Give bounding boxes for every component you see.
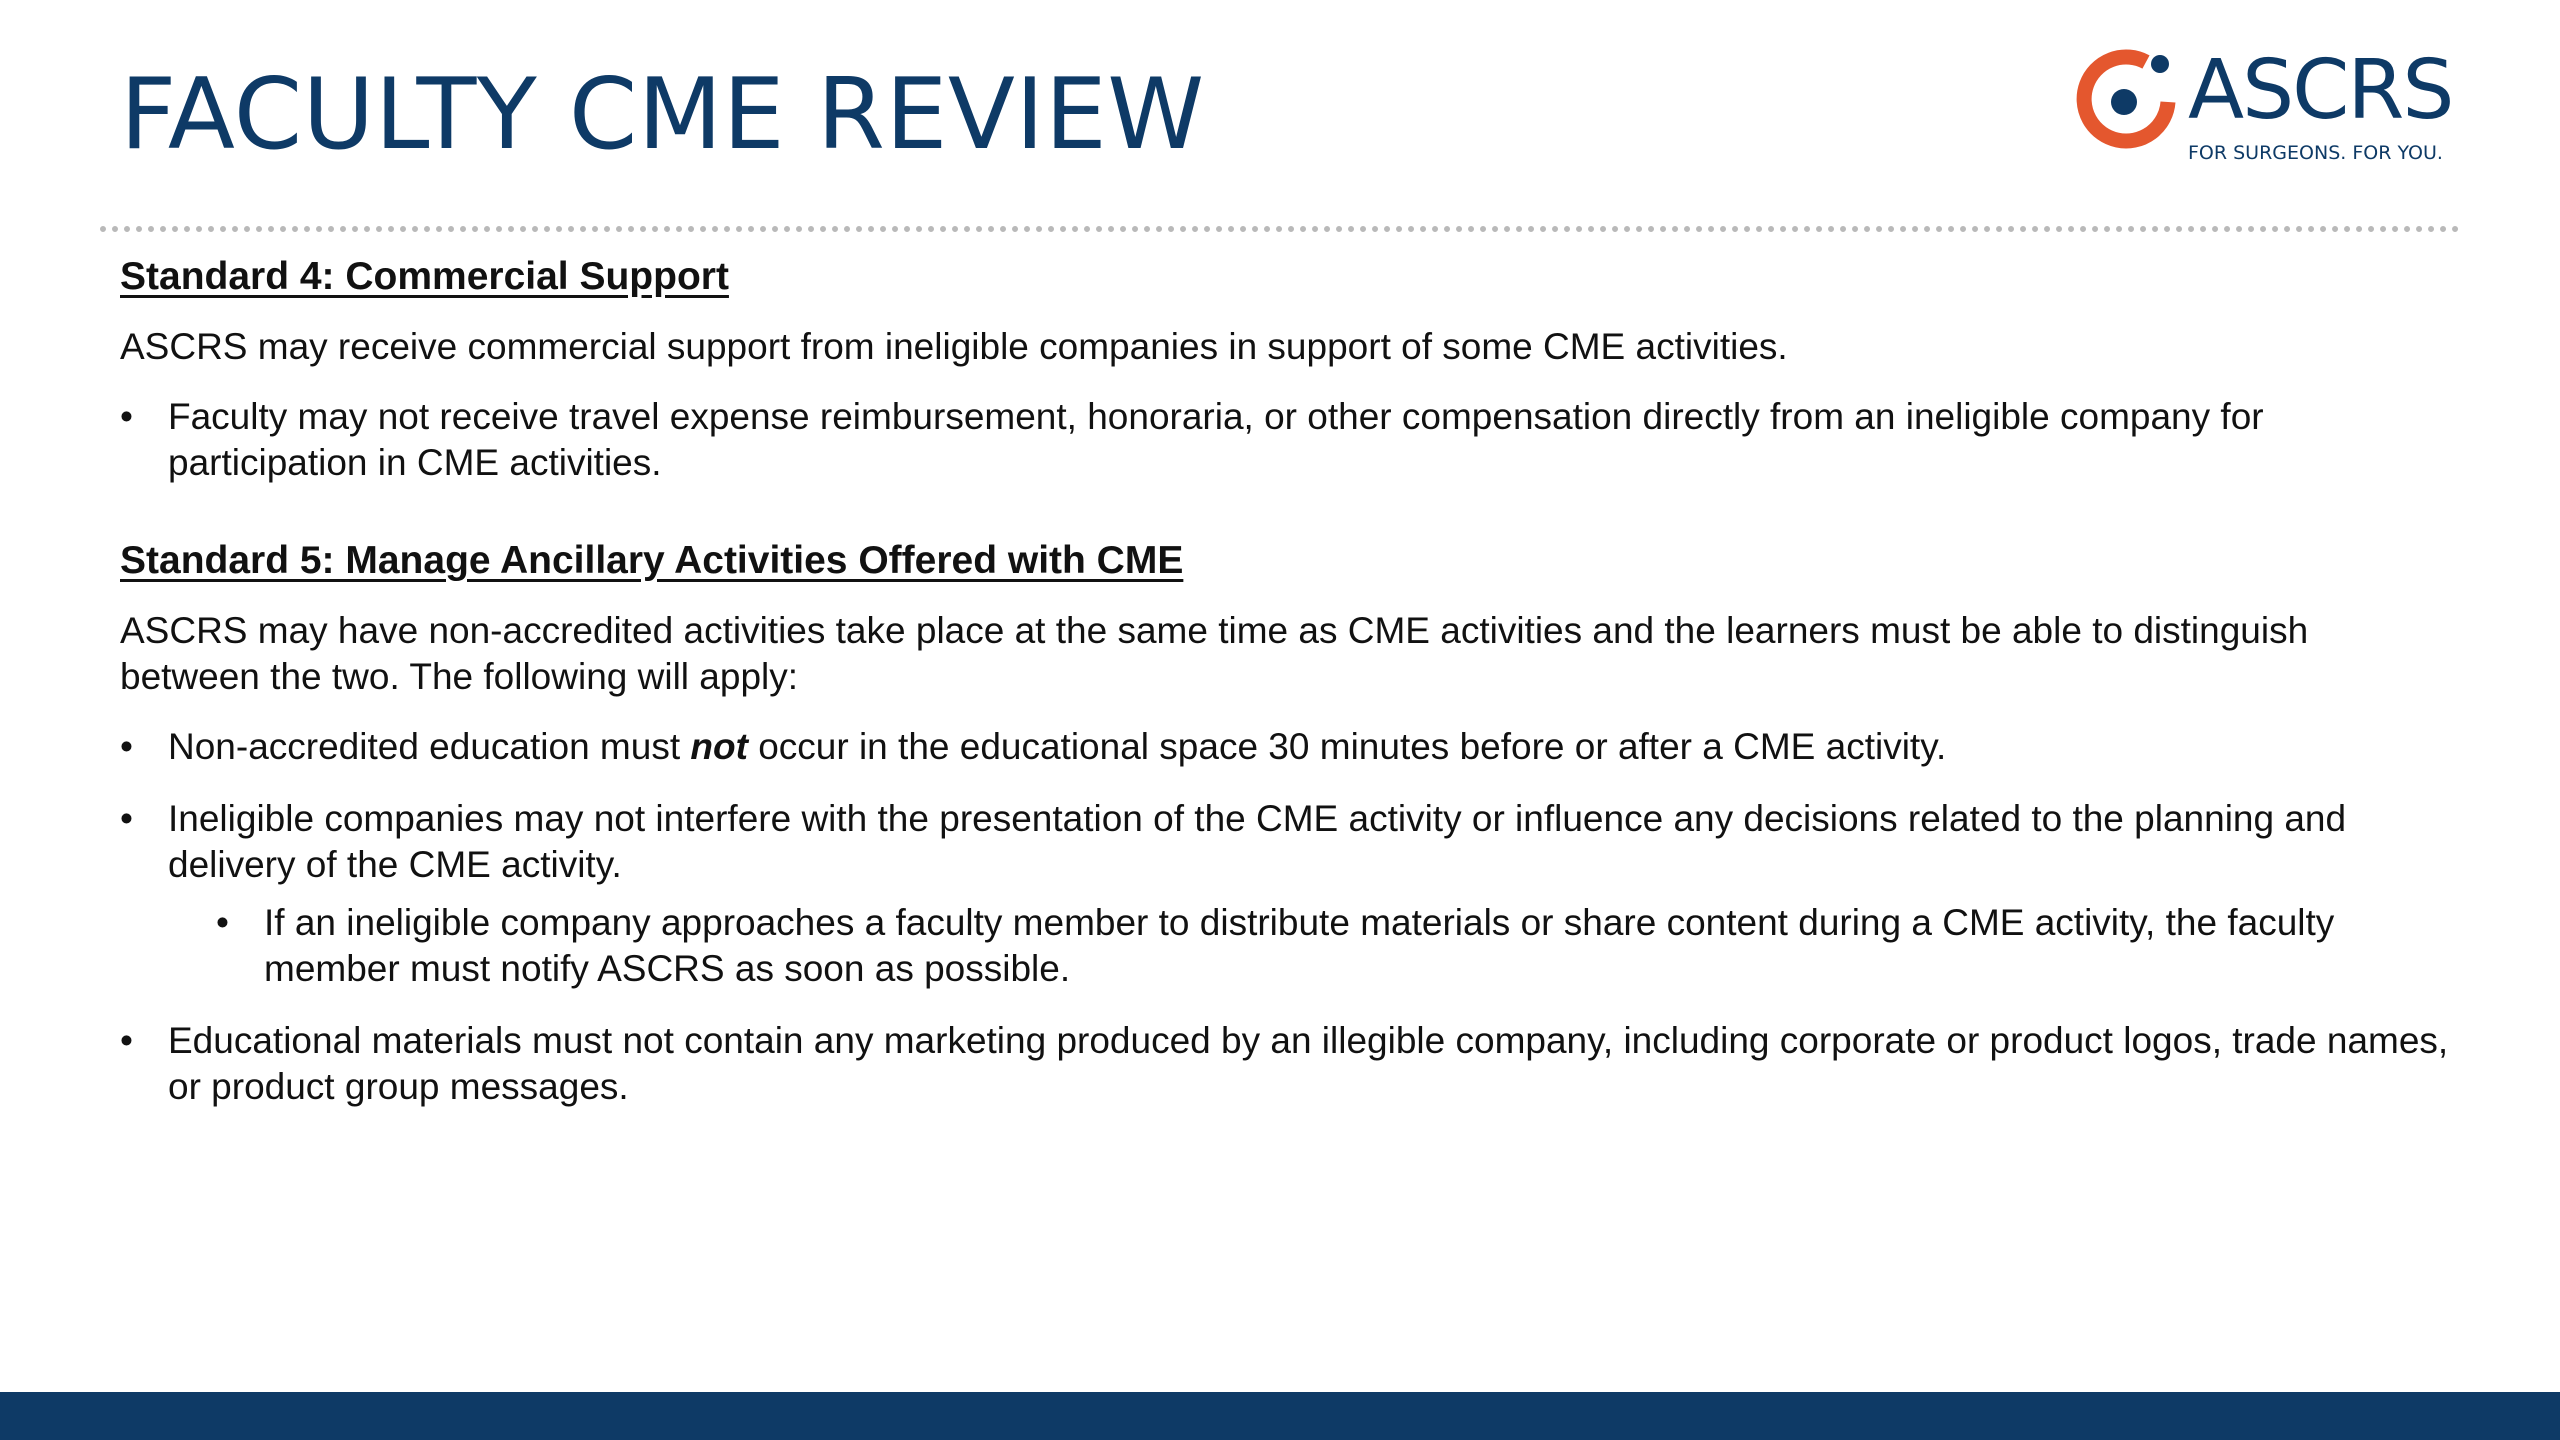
section-5-heading: Standard 5: Manage Ancillary Activities Offered with CME: [120, 539, 1184, 582]
list-item: [120, 796, 2450, 992]
logo-tagline: FOR SURGEONS. FOR YOU.: [2188, 142, 2443, 164]
dotted-divider: [100, 226, 2460, 232]
footer-bar: [0, 1392, 2560, 1440]
list-item: [120, 724, 2450, 770]
ascrs-logo-mark-icon: [2076, 46, 2180, 150]
slide-content: [120, 254, 2450, 1136]
bullet-text-after: occur in the educational space 30 minutes before or after a CME activity.: [747, 726, 1947, 767]
page-title: FACULTY CME REVIEW: [120, 58, 1205, 172]
list-item: • Educational materials must not contain any marketing produced by an illegible company, including corporate or product logos, trade names, or product group messages.: [120, 1018, 2450, 1110]
sub-bullets: [168, 900, 2450, 992]
section-5-intro: ASCRS may have non-accredited activities take place at the same time as CME activities and the learners must be able to distinguish between the two. The following will apply:: [120, 610, 2309, 697]
sub-list-item: • If an ineligible company approaches a faculty member to distribute materials or share content during a CME activity, the faculty member must notify ASCRS as soon as possible.: [216, 900, 2450, 992]
list-item: • Faculty may not receive travel expense reimbursement, honoraria, or other compensation directly from an ineligible company for participation in CME activities.: [120, 394, 2450, 486]
section-5-bullets: [120, 724, 2450, 1110]
bullet-text-before: Non-accredited education must: [168, 726, 691, 767]
section-4-heading: Standard 4: Commercial Support: [120, 255, 729, 298]
section-4-intro: ASCRS may receive commercial support from ineligible companies in support of some CME activities.: [120, 326, 1788, 367]
section-4-bullets: [120, 394, 2450, 486]
bullet-text: Ineligible companies may not interfere with the presentation of the CME activity or influence any decisions related to the planning and delivery of the CME activity.: [168, 798, 2347, 885]
bullet-emphasis: not: [690, 726, 748, 767]
ascrs-logo: [2076, 43, 2476, 174]
logo-wordmark: ASCRS: [2188, 43, 2453, 138]
